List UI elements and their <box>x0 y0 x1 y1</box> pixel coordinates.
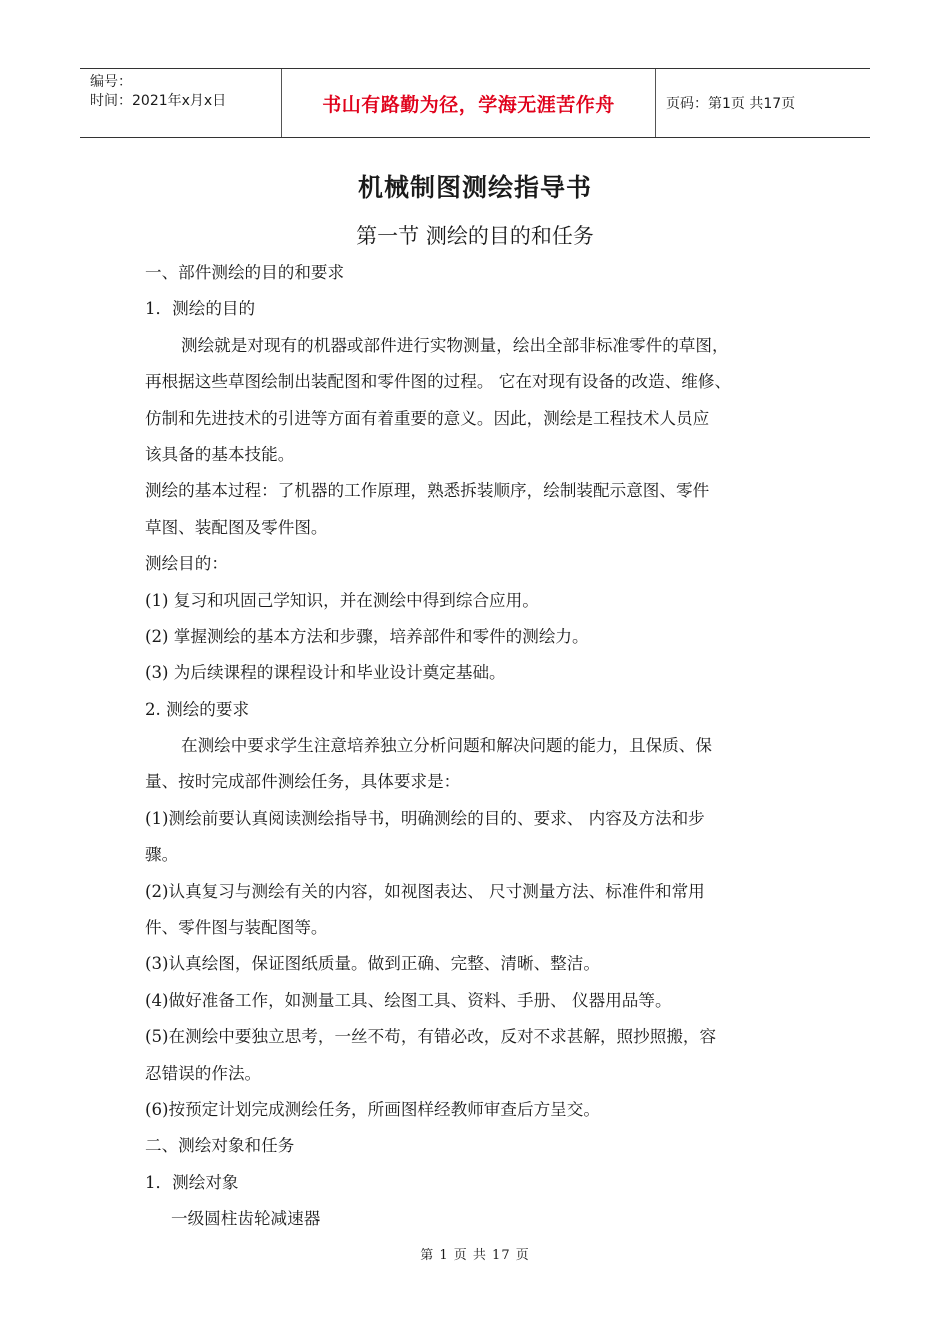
heading-part-2: 二、测绘对象和任务 <box>145 1136 295 1156</box>
list-item: (5)在测绘中要独立思考，一丝不苟，有错必改，反对不求甚解，照抄照搬，容 <box>145 1027 717 1047</box>
page-footer: 第 1 页 共 17 页 <box>420 1248 530 1263</box>
date-label: 时间：2021年x月x日 <box>90 93 227 109</box>
list-item: 件、零件图与装配图等。 <box>145 918 328 938</box>
list-item: (6)按预定计划完成测绘任务，所画图样经教师审查后方呈交。 <box>145 1099 600 1119</box>
motto-cell <box>282 69 656 137</box>
purpose-label: 测绘目的： <box>145 554 228 574</box>
number-label: 编号： <box>90 74 132 90</box>
list-item: (1) 复习和巩固己学知识，并在测绘中得到综合应用。 <box>145 590 539 610</box>
paragraph-line: 在测绘中要求学生注意培养独立分析问题和解决问题的能力，且保质、保 <box>181 736 712 756</box>
subheading-requirements: 2. 测绘的要求 <box>145 699 250 719</box>
paragraph-line: 测绘的基本过程：了机器的工作原理，熟悉拆装顺序，绘制装配示意图、零件 <box>145 481 710 501</box>
list-item: 骤。 <box>145 845 179 865</box>
document-title: 机械制图测绘指导书 <box>357 173 592 202</box>
list-item: (2) 掌握测绘的基本方法和步骤，培养部件和零件的测绘力。 <box>145 626 589 646</box>
heading-part-1: 一、部件测绘的目的和要求 <box>145 263 345 282</box>
document-body <box>145 255 813 1238</box>
paragraph-line: 一级圆柱齿轮减速器 <box>171 1209 321 1229</box>
list-item: (3)认真绘图，保证图纸质量。做到正确、完整、清晰、整洁。 <box>145 954 600 974</box>
paragraph-line: 测绘就是对现有的机器或部件进行实物测量，绘出全部非标准零件的草图， <box>181 335 729 355</box>
header-table <box>80 68 870 138</box>
subheading-purpose: 1．测绘的目的 <box>145 299 256 319</box>
subheading-object: 1．测绘对象 <box>145 1172 239 1192</box>
header-meta-cell <box>80 69 282 137</box>
paragraph-line: 仿制和先进技术的引进等方面有着重要的意义。因此，测绘是工程技术人员应 <box>145 408 710 428</box>
list-item: (2)认真复习与测绘有关的内容，如视图表达、 尺寸测量方法、标准件和常用 <box>145 881 705 901</box>
paragraph-line: 草图、装配图及零件图。 <box>145 517 328 537</box>
motto-text: 书山有路勤为径，学海无涯苦作舟 <box>322 93 615 116</box>
paragraph-line: 再根据这些草图绘制出装配图和零件图的过程。 它在对现有设备的改造、维修、 <box>145 372 732 392</box>
page-info-cell <box>656 69 870 137</box>
paragraph-line: 量、按时完成部件测绘任务，具体要求是： <box>145 772 461 792</box>
list-item: (1)测绘前要认真阅读测绘指导书，明确测绘的目的、要求、 内容及方法和步 <box>145 808 705 828</box>
section-title: 第一节 测绘的目的和任务 <box>356 224 594 248</box>
list-item: (3) 为后续课程的课程设计和毕业设计奠定基础。 <box>145 663 506 683</box>
list-item: 忍错误的作法。 <box>145 1063 262 1083</box>
paragraph-line: 该具备的基本技能。 <box>145 444 295 464</box>
list-item: (4)做好准备工作，如测量工具、绘图工具、资料、手册、 仪器用品等。 <box>145 990 672 1010</box>
page-info-text: 页码：第1页 共17页 <box>666 96 796 112</box>
